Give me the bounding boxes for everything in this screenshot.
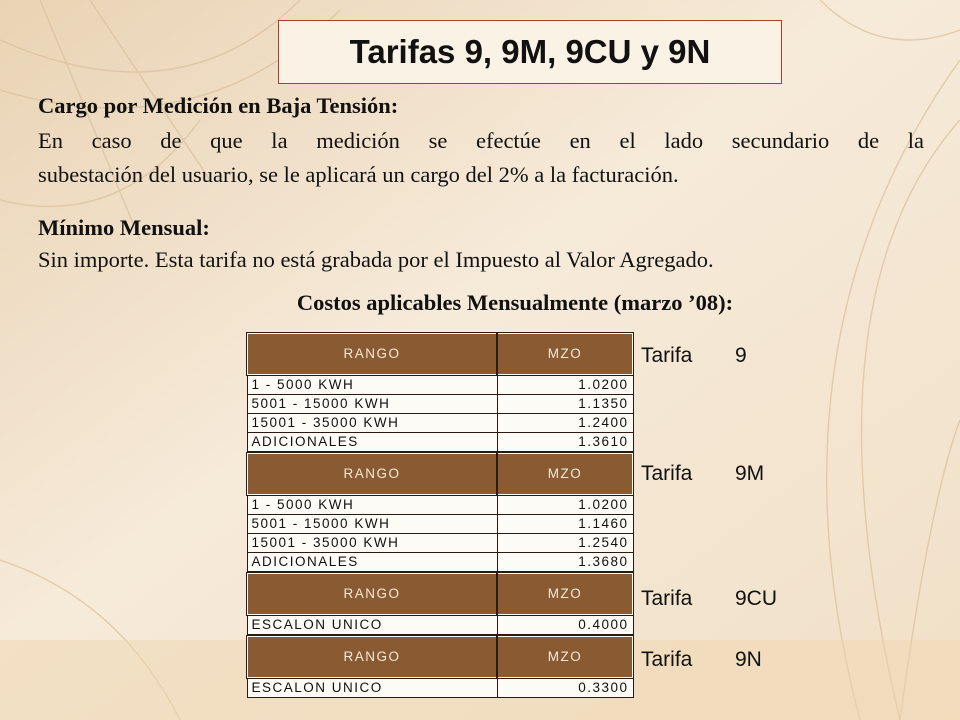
tarifa-code: 9CU bbox=[735, 587, 778, 610]
tarifa-code: 9 bbox=[735, 344, 747, 367]
header-mzo: MZO bbox=[497, 573, 633, 615]
cell-rango: 15001 - 35000 KWH bbox=[247, 414, 497, 433]
header-mzo: MZO bbox=[497, 453, 633, 495]
cell-mzo: 0.4000 bbox=[497, 615, 633, 635]
cell-rango: 1 - 5000 KWH bbox=[247, 375, 497, 395]
tarifa-label-9n bbox=[641, 648, 762, 672]
cell-rango: 1 - 5000 KWH bbox=[247, 495, 497, 515]
header-rango: RANGO bbox=[247, 573, 497, 615]
cell-rango: ADICIONALES bbox=[247, 553, 497, 572]
tariff-table-9 bbox=[246, 332, 634, 452]
tariff-table-9cu bbox=[246, 572, 634, 635]
tariff-table-9n bbox=[246, 635, 634, 698]
cell-mzo: 1.2400 bbox=[497, 414, 633, 433]
header-rango: RANGO bbox=[247, 636, 497, 678]
measurement-charge-heading: Cargo por Medición en Baja Tensión: bbox=[38, 93, 399, 118]
table-row bbox=[247, 414, 633, 433]
cell-rango: 5001 - 15000 KWH bbox=[247, 395, 497, 414]
tarifa-label-9 bbox=[641, 344, 747, 368]
tarifa-word: Tarifa bbox=[641, 462, 693, 485]
cell-mzo: 1.0200 bbox=[497, 375, 633, 395]
costs-title: Costos aplicables Mensualmente (marzo ’08): bbox=[296, 290, 734, 315]
table-row bbox=[247, 615, 633, 635]
cell-rango: 5001 - 15000 KWH bbox=[247, 515, 497, 534]
cell-mzo: 1.2540 bbox=[497, 534, 633, 553]
header-rango: RANGO bbox=[247, 453, 497, 495]
tarifa-label-9cu bbox=[641, 587, 777, 611]
tarifa-label-9m bbox=[641, 462, 764, 486]
measurement-charge-line-2: subestación del usuario, se le aplicará un cargo del 2% a la facturación. bbox=[38, 162, 679, 187]
table-header-row bbox=[247, 453, 633, 495]
tarifa-word: Tarifa bbox=[641, 648, 693, 671]
table-header-row bbox=[247, 333, 633, 375]
table-row bbox=[247, 678, 633, 698]
table-row bbox=[247, 375, 633, 395]
table-header-row bbox=[247, 573, 633, 615]
cell-mzo: 1.1350 bbox=[497, 395, 633, 414]
table-row bbox=[247, 433, 633, 452]
table-row bbox=[247, 553, 633, 572]
header-mzo: MZO bbox=[497, 333, 633, 375]
table-header-row bbox=[247, 636, 633, 678]
cell-rango: ESCALON UNICO bbox=[247, 678, 497, 698]
cell-rango: 15001 - 35000 KWH bbox=[247, 534, 497, 553]
table-row bbox=[247, 515, 633, 534]
header-rango: RANGO bbox=[247, 333, 497, 375]
cell-mzo: 1.0200 bbox=[497, 495, 633, 515]
cell-mzo: 0.3300 bbox=[497, 678, 633, 698]
tarifa-word: Tarifa bbox=[641, 344, 693, 367]
header-mzo: MZO bbox=[497, 636, 633, 678]
tarifa-word: Tarifa bbox=[641, 587, 693, 610]
cell-mzo: 1.3610 bbox=[497, 433, 633, 452]
slide-title: Tarifas 9, 9M, 9CU y 9N bbox=[278, 20, 782, 84]
cell-mzo: 1.1460 bbox=[497, 515, 633, 534]
cell-mzo: 1.3680 bbox=[497, 553, 633, 572]
tariff-table-9m bbox=[246, 452, 634, 572]
tarifa-code: 9N bbox=[735, 648, 762, 671]
table-row bbox=[247, 534, 633, 553]
tariff-tables bbox=[246, 332, 632, 698]
monthly-minimum-heading: Mínimo Mensual: bbox=[38, 215, 210, 240]
table-row bbox=[247, 395, 633, 414]
monthly-minimum-body: Sin importe. Esta tarifa no está grabada por el Impuesto al Valor Agregado. bbox=[38, 247, 714, 272]
cell-rango: ESCALON UNICO bbox=[247, 615, 497, 635]
measurement-charge-line-1: En caso de que la medición se efectúe en el lado secundario de la bbox=[38, 128, 924, 153]
cell-rango: ADICIONALES bbox=[247, 433, 497, 452]
table-row bbox=[247, 495, 633, 515]
tarifa-code: 9M bbox=[735, 462, 765, 485]
